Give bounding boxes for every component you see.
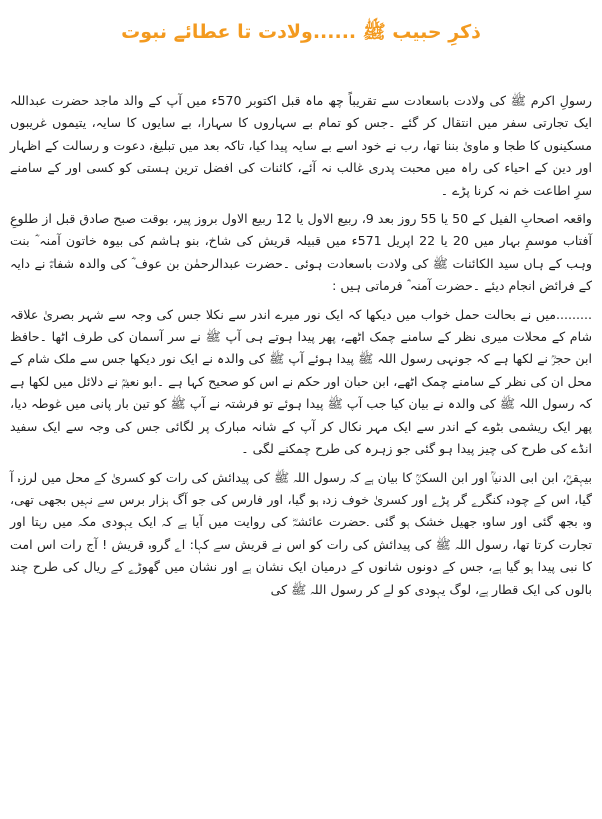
paragraph-father-death: رسولِ اکرم ﷺ کی ولادت باسعادت سے تقریباً چھ ماہ قبل اکتوبر 570ء میں آپ کے والد ماجد حضرت عبداللہ ایک تجارتی سفر میں انتقال کر گئے ۔جس کو تمام بے سہاروں کا سہارا، بے سایوں کا سایہ، یتیموں غریبوں مسکینوں کا طجا و ماویٰ بننا تھا، رب نے خود اسے بے سایہ پیدا کیا، تاکہ بعد میں تبلیغ، دعوت و رسالت کے اظہار اور دین کے احیاء کی راہ میں محبت پدری غالب نہ آئے، کائنات کی افضل ترین ہستی کو کسی اور کے سامنے سرِ اطاعت خم نہ کرنا پڑے ۔ [10, 93, 592, 198]
paragraph-birth-date: واقعہ اصحابِ الفیل کے 50 یا 55 روز بعد 9، ربیع الاول یا 12 ربیع الاول بروز پیر، بوقت صبح صادق قبل از طلوعِ آفتاب موسمِ بہار میں 20 یا 22 اپریل 571ء میں قبیلہ قریش کی شاخ، بنو ہاشم کی بیوہ خاتون آمنہ ؓ بنت وہب کے ہاں سید الکائنات ﷺ کی ولادت باسعادت ہوئی ۔حضرت عبدالرحمٰن بن عوف ؓ کی والدہ شفاءؓ نے دایہ کے فرائض انجام دیئے ۔حضرت آمنہ ؓ فرماتی ہیں : [10, 211, 592, 294]
page-title: ذکرِ حبیب ﷺ ......ولادت تا عطائے نبوت [121, 21, 481, 43]
paragraph-signs-of-birth: بیہقیؒ، ابن ابی الدنیاؒ اور ابن السکنؒ کا بیان ہے کہ رسول اللہ ﷺ کی پیدائش کی رات کو کسریٰ کے محل میں لرزہ آ گیا، اس کے چودہ کنگرے گر پڑے اور کسریٰ خوف زدہ ہو گیا، اور فارس کی جو آگ ہزار برس سے نہیں بجھی تھی، وہ بجھ گئی اور ساوہ جھیل خشک ہو گئی ۔حضرت عائشہؓ کی روایت میں آیا ہے کہ ایک یہودی مکہ میں رہتا اور تجارت کرتا تھا، رسول اللہ ﷺ کی پیدائش کی رات کو اس نے قریش سے کہا: اے گروہ قریش ! آج رات اس امت کا نبی پیدا ہو گیا ہے، جس کے دونوں شانوں کے درمیان ایک نشان ہے اور نشان میں گھوڑے کے ریال کی طرح چند بالوں کی ایک قطار ہے، لوگ یہودی کو لے کر رسول اللہ ﷺ کی [10, 469, 592, 597]
article-body [6, 90, 596, 601]
paragraph-dream-narration: .........میں نے بحالت حمل خواب میں دیکھا کہ ایک نور میرے اندر سے نکلا جس کی وجہ سے شہر بصریٰ علاقہ شام کے محلات میری نظر کے سامنے چمک اٹھے، پھر پیدا ہوتے ہی آپ ﷺ نے سر آسمان کی طرف اٹھا ۔حافظ ابن حجرؒ نے لکھا ہے کہ جونہی رسول اللہ ﷺ پیدا ہوئے آپ ﷺ کی والدہ نے ایک نور دیکھا جس سے ملک شام کے محل ان کی نظر کے سامنے چمک اٹھے، ابن حبان اور حکم نے اس کو صحیح کہا ہے ۔ابو نعیمؒ نے دلائل میں لکھا ہے کہ رسول اللہ ﷺ کی والدہ نے بیان کیا جب آپ ﷺ پیدا ہوئے تو فرشتہ نے آپ ﷺ کو تین بار پانی میں غوطہ دیا، پھر ایک ریشمی بٹوے کے اندر سے ایک مہر نکال کر آپ کے شانہ مبارک پر لگائی جس کی وجہ سے ایک سفید انڈے کی طرح کی چیز پیدا ہو گئی جو زہرہ کی طرح چمکنے لگی ۔ [10, 306, 592, 457]
page [0, 18, 602, 819]
